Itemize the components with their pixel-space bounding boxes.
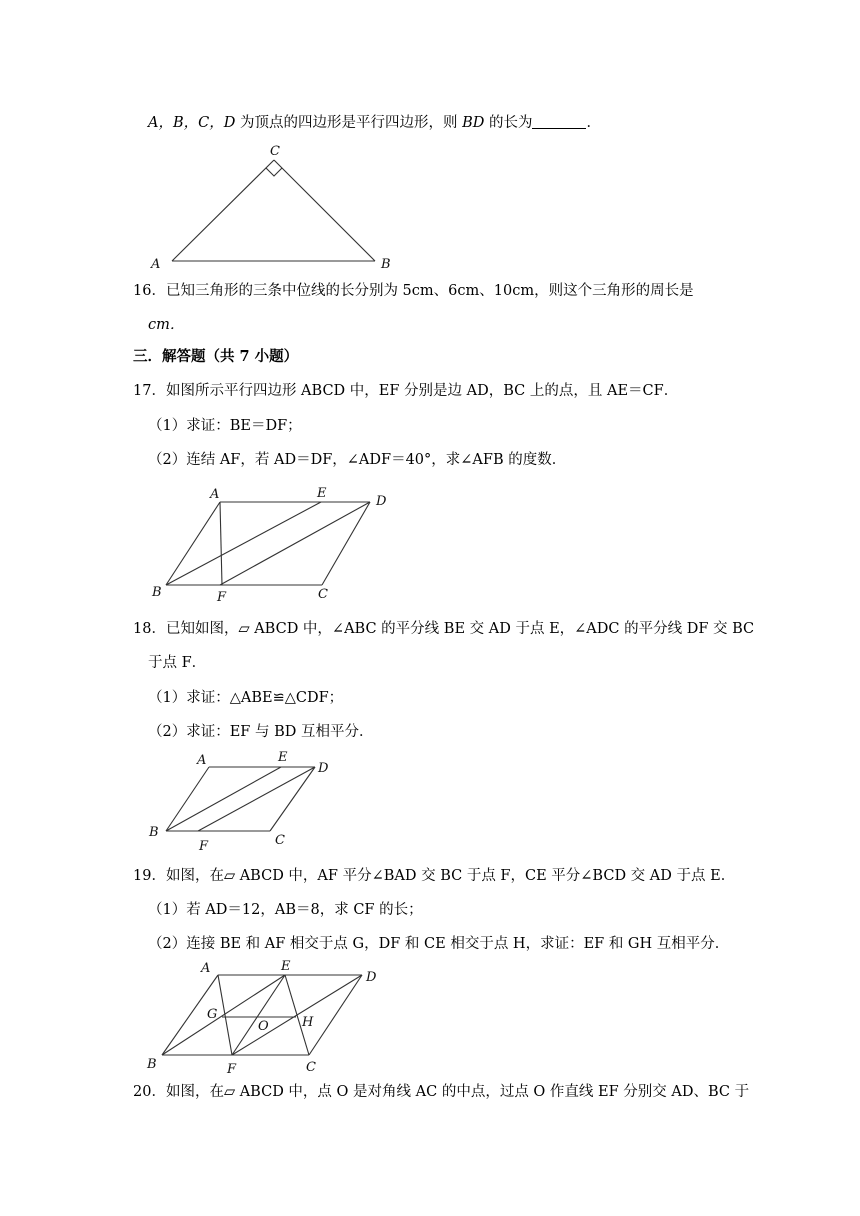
q17-figure-label-c: C: [318, 587, 328, 602]
q19-figure-label-f: F: [227, 1062, 237, 1077]
q15-label-a: A: [151, 257, 161, 272]
q18-figure-label-a: A: [197, 753, 207, 768]
q18-figure-label-c: C: [275, 833, 285, 848]
q17-stem: 17．如图所示平行四边形 ABCD 中，EF 分别是边 AD，BC 上的点，且 AE＝CF．: [133, 383, 679, 399]
figure-segment: [162, 975, 285, 1055]
figure-segment: [218, 975, 232, 1055]
q19-figure-label-d: D: [366, 970, 377, 985]
q19-figure-label-h: H: [302, 1015, 314, 1030]
q18-part1: （1）求证：△ABE≌△CDF；: [148, 690, 344, 706]
q17-figure-label-b: B: [152, 585, 162, 600]
q18-stem1: 18．已知如图，▱ ABCD 中，∠ABC 的平分线 BE 交 AD 于点 E，∠ADC 的平分线 DF 交 BC: [133, 621, 755, 637]
q19-figure-label-a: A: [201, 961, 211, 976]
q19-figure-label-e: E: [281, 959, 291, 974]
q19-part2: （2）连接 BE 和 AF 相交于点 G，DF 和 CE 相交于点 H，求证：EF 和 GH 互相平分．: [148, 936, 730, 952]
q17-figure-label-d: D: [376, 494, 387, 509]
q18-figure-label-b: B: [149, 825, 159, 840]
figure-segment: [309, 975, 362, 1055]
q17-figure-label-e: E: [317, 486, 327, 501]
q16-line2: cm．: [148, 317, 185, 333]
q15-label-c: C: [270, 144, 280, 159]
q19-figure-label-b: B: [147, 1057, 157, 1072]
q15-text: A，B，C，D 为顶点的四边形是平行四边形，则 BD 的长为 ．: [148, 115, 601, 131]
section-title: 三．解答题（共 7 小题）: [133, 348, 299, 365]
q17-figure-label-a: A: [210, 487, 220, 502]
q20-stem: 20．如图，在▱ ABCD 中，点 O 是对角线 AC 的中点，过点 O 作直线 EF 分别交 AD、BC 于: [133, 1084, 750, 1100]
q17-figure-label-f: F: [217, 590, 227, 605]
q17-part2: （2）连结 AF，若 AD＝DF，∠ADF＝40°，求∠AFB 的度数．: [148, 452, 567, 468]
q17-part1: （1）求证：BE＝DF；: [148, 418, 302, 434]
q19-stem: 19．如图，在▱ ABCD 中，AF 平分∠BAD 交 BC 于点 F，CE 平分∠BCD 交 AD 于点 E．: [133, 868, 736, 884]
q18-figure-label-e: E: [278, 750, 288, 765]
figure-segment: [232, 975, 285, 1055]
q18-figure-label-d: D: [318, 761, 329, 776]
q19-figure-label-c: C: [306, 1060, 316, 1075]
q19-figure-label-o: O: [258, 1019, 269, 1034]
q18-figure-label-f: F: [199, 839, 209, 854]
q18-part2: （2）求证：EF 与 BD 互相平分．: [148, 724, 374, 740]
q19-figure-label-g: G: [207, 1007, 218, 1022]
q15-label-b: B: [381, 257, 391, 272]
q19-part1: （1）若 AD＝12，AB＝8，求 CF 的长；: [148, 902, 423, 918]
q18-stem2: 于点 F．: [148, 655, 207, 671]
q16-line1: 16．已知三角形的三条中位线的长分别为 5cm、6cm、10cm，则这个三角形的周长是: [133, 283, 694, 299]
